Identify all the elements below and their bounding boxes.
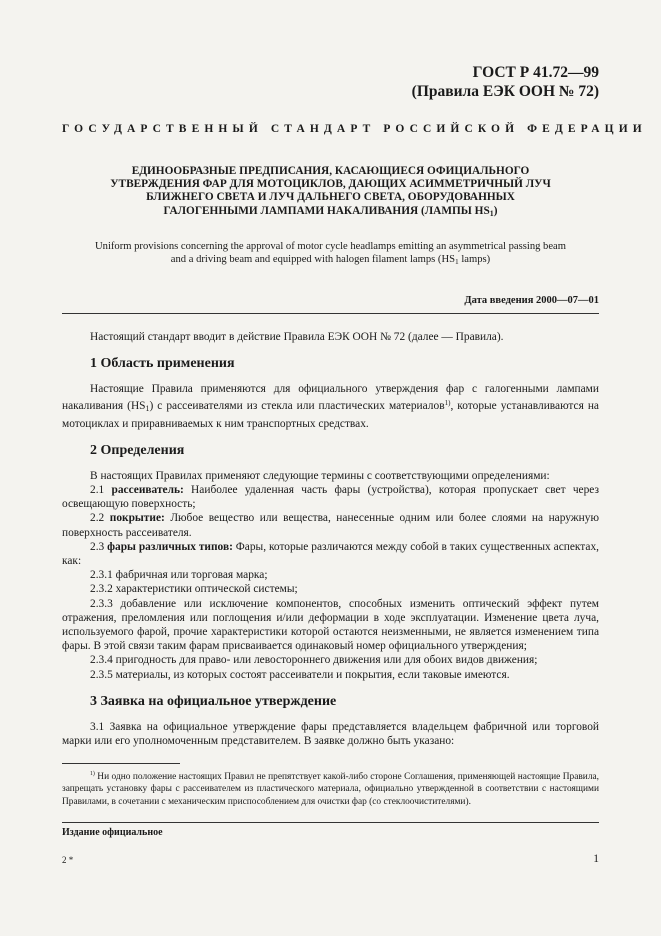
title-en-line: and a driving beam and equipped with halogen filament lamps ($HS_1$ lamps)	[170, 254, 491, 266]
standard-rules-ref: (Правила ЕЭК ООН № 72)	[411, 83, 599, 100]
title-ru-line: УТВЕРЖДЕНИЯ ФАР ДЛЯ МОТОЦИКЛОВ, ДАЮЩИХ АСИММЕТРИЧНЫЙ ЛУЧ	[110, 178, 551, 191]
section-heading: 1 Область применения	[90, 356, 235, 372]
standard-header	[412, 63, 599, 101]
footnote-divider	[62, 763, 180, 764]
definition: 2.1 рассеиватель: Наиболее удаленная часть фары (устройства), которая пропускает свет через освещающую поверхность;	[62, 484, 599, 511]
document-title-ru	[90, 165, 571, 220]
list-item: 2.3.3 добавление или исключение компонентов, способных изменить оптический эффект путем отражения, преломления или поглощения и/или деформации в ходе эксплуатации. Изменение цвета луча, используемого фарой, прочие характеристики которой остаются неизменными, не является изменением типа фары. В этой связи таким фарам присваивается одинаковый номер официального утверждения;	[62, 597, 599, 653]
title-ru-line: ЕДИНООБРАЗНЫЕ ПРЕДПИСАНИЯ, КАСАЮЩИЕСЯ ОФИЦИАЛЬНОГО	[131, 165, 530, 177]
list-item: 2.3.2 характеристики оптической системы;	[90, 583, 298, 596]
introduction-date: Дата введения 2000—07—01	[464, 295, 599, 306]
document-title-en	[62, 240, 599, 268]
paragraph: Настоящие Правила применяются для официального утверждения фар с галогенными лампами накаливания $(HS_1)$ с рассеивателями из стекла или пластических материалов$^{1)}$, которые устанавливаются на мотоциклах и приравниваемых к ним транспортных средствах.	[62, 383, 599, 430]
section-heading: 2 Определения	[90, 442, 185, 458]
divider	[62, 313, 599, 314]
standard-code: ГОСТ Р 41.72—99	[472, 64, 599, 81]
title-en-line: Uniform provisions concerning the approval of motor cycle headlamps emitting an asymmetrical passing beam	[95, 241, 566, 252]
intro-paragraph: Настоящий стандарт вводит в действие Правила ЕЭК ООН № 72 (далее — Правила).	[90, 331, 504, 343]
definition: 2.2 покрытие: Любое вещество или вещества, нанесенные одним или более слоями на наружную поверхность рассеивателя.	[62, 512, 599, 539]
title-ru-line: БЛИЖНЕГО СВЕТА И ЛУЧ ДАЛЬНЕГО СВЕТА, ОБОРУДОВАННЫХ	[146, 191, 515, 204]
definition: 2.3 фары различных типов: Фары, которые различаются между собой в таких существенных аспектах, как:	[62, 540, 599, 568]
paragraph: В настоящих Правилах применяют следующие термины с соответствующими определениями:	[90, 469, 550, 482]
document-body	[62, 330, 599, 748]
footnote-mark: 1)	[90, 771, 95, 777]
paragraph: 3.1 Заявка на официальное утверждение фары представляется владельцем фабричной или торговой марки или его уполномоченным представителем. В заявке должно быть указано:	[62, 720, 599, 748]
page-number: 1	[593, 853, 599, 865]
print-mark: 2 *	[62, 855, 74, 865]
state-standard-title: ГОСУДАРСТВЕННЫЙ СТАНДАРТ РОССИЙСКОЙ ФЕДЕРАЦИИ	[62, 123, 647, 135]
list-item: 2.3.4 пригодность для право- или левостороннего движения или для обоих видов движения;	[90, 654, 538, 667]
divider	[62, 822, 599, 823]
list-item: 2.3.1 фабричная или торговая марка;	[90, 569, 268, 582]
footnote-ref: 1)	[444, 399, 451, 408]
section-heading: 3 Заявка на официальное утверждение	[90, 693, 337, 709]
title-ru-line: ГАЛОГЕННЫМИ ЛАМПАМИ НАКАЛИВАНИЯ (ЛАМПЫ $HS_1$)	[163, 204, 498, 218]
edition-label: Издание официальное	[62, 827, 163, 838]
list-item: 2.3.5 материалы, из которых состоят рассеиватели и покрытия, если таковые имеются.	[90, 668, 510, 681]
footnote: $^{1)}$ Ни одно положение настоящих Правил не препятствует какой-либо стороне Соглашения, применяющей настоящие Правила, запрещать установку фары с рассеивателем из пластического материала, официально утвержденной в соответствии с настоящими Правилами, в сочетании с механическим приспособлением для очистки фар (со стеклоочистителями).	[62, 771, 599, 807]
